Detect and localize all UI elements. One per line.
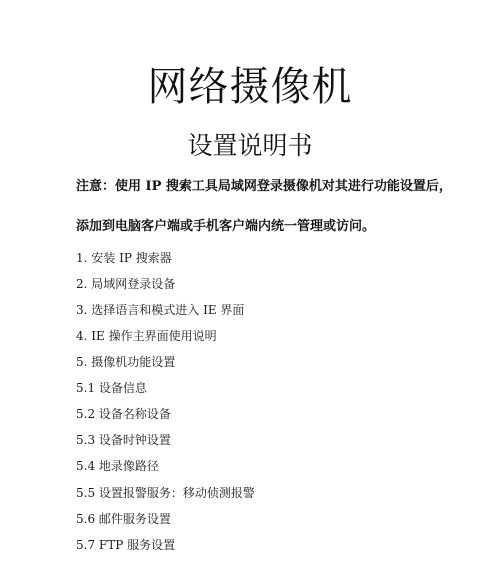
- document-title: 网络摄像机: [147, 64, 353, 110]
- toc-item: 5.6 邮件服务设置: [76, 512, 171, 526]
- toc-item: 1. 安装 IP 搜索器: [76, 251, 172, 265]
- document-subtitle: 设置说明书: [187, 131, 313, 160]
- page-bottom-edge: [0, 560, 500, 566]
- toc-item: 5. 摄像机功能设置: [76, 355, 176, 369]
- toc-item: 5.5 设置报警服务：移动侦测报警: [76, 486, 255, 500]
- toc-item: 5.4 地录像路径: [76, 459, 159, 473]
- toc-item: 5.7 FTP 服务设置: [76, 538, 176, 552]
- toc-item: 4. IE 操作主界面使用说明: [76, 329, 217, 343]
- note-line-2: 添加到电脑客户端或手机客户端内统一管理或访问。: [76, 219, 376, 234]
- toc-item: 3. 选择语言和模式进入 IE 界面: [76, 303, 245, 317]
- toc-item: 5.1 设备信息: [76, 381, 147, 395]
- toc-item: 5.2 设备名称设备: [76, 407, 171, 421]
- note-line-1: 注意：使用 IP 搜索工具局域网登录摄像机对其进行功能设置后，: [76, 179, 452, 194]
- toc-item: 2. 局域网登录设备: [76, 277, 176, 291]
- toc-item: 5.3 设备时钟设置: [76, 433, 171, 447]
